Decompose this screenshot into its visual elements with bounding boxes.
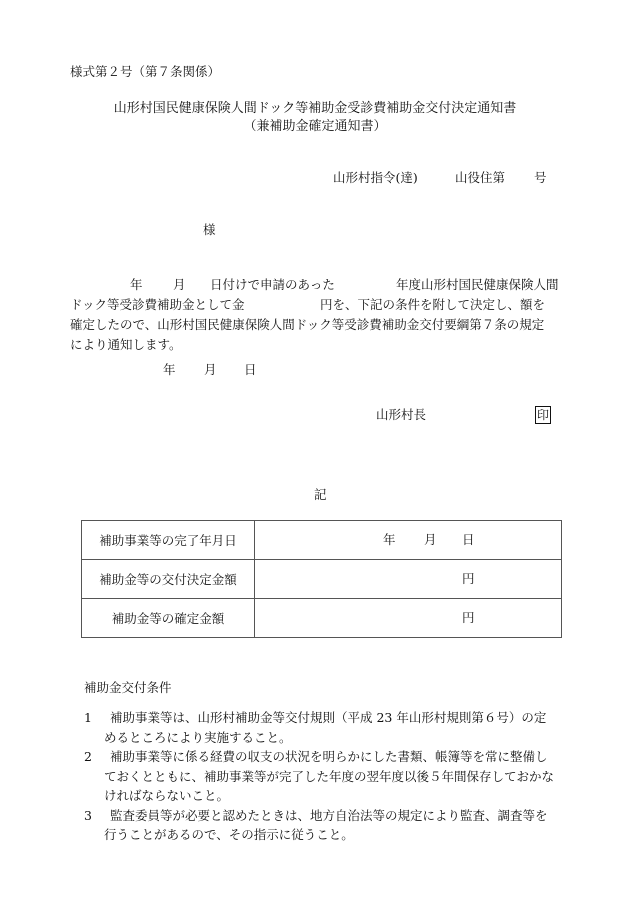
table-row xyxy=(82,599,562,638)
body-text: 確定したので、山形村国民健康保険人間ドック等受診費補助金交付要綱第７条の規定 xyxy=(70,317,545,332)
body-text: 円を、下記の条件を附して決定し、額を xyxy=(320,297,546,312)
table-row xyxy=(82,521,562,560)
body-text: ドック等受診費補助金として金 xyxy=(70,297,245,312)
list-item xyxy=(84,708,584,747)
table-value xyxy=(255,599,562,638)
body-year: 年 xyxy=(130,277,143,292)
body-month: 月 xyxy=(173,277,186,292)
document-subtitle: （兼補助金確定通知書） xyxy=(243,119,387,134)
body-text: により通知します。 xyxy=(70,337,182,352)
condition-text: めるところにより実施すること。 xyxy=(104,729,292,745)
condition-text: 補助事業等は、山形村補助金等交付規則（平成 23 年山形村規則第６号）の定 xyxy=(110,710,547,725)
issue-month: 月 xyxy=(204,362,217,377)
table-row xyxy=(82,560,562,599)
ki-label: 記 xyxy=(314,487,327,502)
record-table xyxy=(81,520,562,638)
condition-number: 1 xyxy=(84,710,92,725)
list-item xyxy=(84,747,584,806)
body-line xyxy=(70,275,580,295)
body-line xyxy=(70,315,580,335)
conditions-list xyxy=(84,708,584,845)
table-value xyxy=(255,521,562,560)
reference-suffix: 号 xyxy=(534,170,547,185)
table-label: 補助金等の確定金額 xyxy=(82,599,255,638)
body-text: 年度山形村国民健康保険人間 xyxy=(396,277,559,292)
condition-text: 監査委員等が必要と認めたときは、地方自治法等の規定により監査、調査等を xyxy=(110,807,548,823)
yen-unit: 円 xyxy=(462,571,475,586)
list-item xyxy=(84,806,584,845)
table-label: 補助金等の交付決定金額 xyxy=(82,560,255,599)
condition-text: 補助事業等に係る経費の収支の状況を明らかにした書類、帳簿等を常に整備し xyxy=(110,749,548,764)
body-line xyxy=(70,295,580,315)
table-label: 補助事業等の完了年月日 xyxy=(82,521,255,560)
conditions-heading: 補助金交付条件 xyxy=(84,680,172,695)
notice-body xyxy=(70,275,580,355)
addressee-suffix: 様 xyxy=(203,222,216,237)
issue-day: 日 xyxy=(244,362,257,377)
issue-year: 年 xyxy=(163,362,176,377)
document-title: 山形村国民健康保険人間ドック等補助金受診費補助金交付決定通知書 xyxy=(113,101,517,116)
seal-icon: 印 xyxy=(537,408,550,422)
body-text: 日付けで申請のあった xyxy=(210,277,335,292)
reference-prefix: 山形村指令(達) xyxy=(333,170,418,185)
table-value xyxy=(255,560,562,599)
issuer-name: 山形村長 xyxy=(376,407,427,422)
yen-unit: 円 xyxy=(462,610,475,625)
condition-text: ておくとともに、補助事業等が完了した年度の翌年度以後５年間保存しておかな xyxy=(104,768,555,784)
seal-mark xyxy=(535,406,551,424)
condition-text: 行うことがあるので、その指示に従うこと。 xyxy=(104,827,354,842)
condition-number: 2 xyxy=(84,749,92,764)
form-number: 様式第２号（第７条関係） xyxy=(70,64,221,79)
body-line xyxy=(70,335,580,355)
completion-year: 年 xyxy=(383,532,396,547)
reference-middle: 山役住第 xyxy=(455,170,506,185)
completion-month: 月 xyxy=(424,532,437,547)
completion-day: 日 xyxy=(462,532,475,547)
condition-text: ければならないこと。 xyxy=(104,788,230,803)
condition-number: 3 xyxy=(84,807,92,823)
